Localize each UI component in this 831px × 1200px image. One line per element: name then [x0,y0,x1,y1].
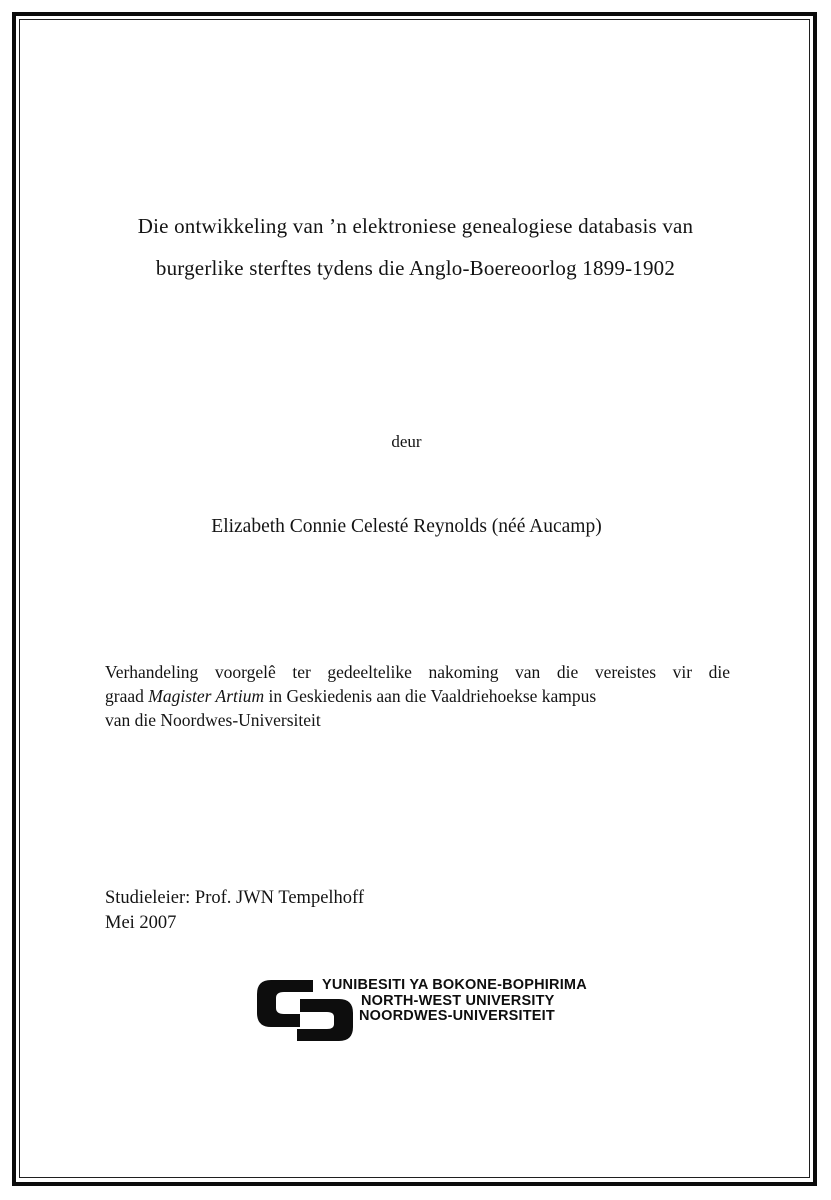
statement-line-1: Verhandeling voorgelê ter gedeeltelike nakoming van die vereistes vir die [105,662,730,682]
thesis-title [0,205,831,289]
logo-wordmark-afrikaans: NOORDWES-UNIVERSITEIT [359,1008,555,1024]
byline-deur: deur [391,432,422,451]
logo-wordmark-setswana: YUNIBESITI YA BOKONE-BOPHIRIMA [322,977,587,993]
title-line-2: burgerlike sterftes tydens die Anglo-Boereoorlog 1899-1902 [155,256,676,280]
logo-wordmark-english: NORTH-WEST UNIVERSITY [361,993,555,1009]
statement-line-2-after: in Geskiedenis aan die Vaaldriehoekse kampus [264,686,597,706]
supervisor-block [105,886,364,936]
statement-line-2 [105,684,730,708]
supervisor-line: Studieleier: Prof. JWN Tempelhoff [105,888,365,908]
page-border-inner [19,19,810,1178]
statement-line-3: van die Noordwes-Universiteit [105,710,321,730]
author-name: Elizabeth Connie Celesté Reynolds (néé Aucamp) [211,516,602,537]
statement-line-2-before: graad [105,686,149,706]
degree-name-italic: Magister Artium [148,686,265,706]
title-line-1: Die ontwikkeling van ’n elektroniese genealogiese databasis van [137,214,694,238]
date-line: Mei 2007 [105,913,177,933]
submission-statement [105,660,730,732]
